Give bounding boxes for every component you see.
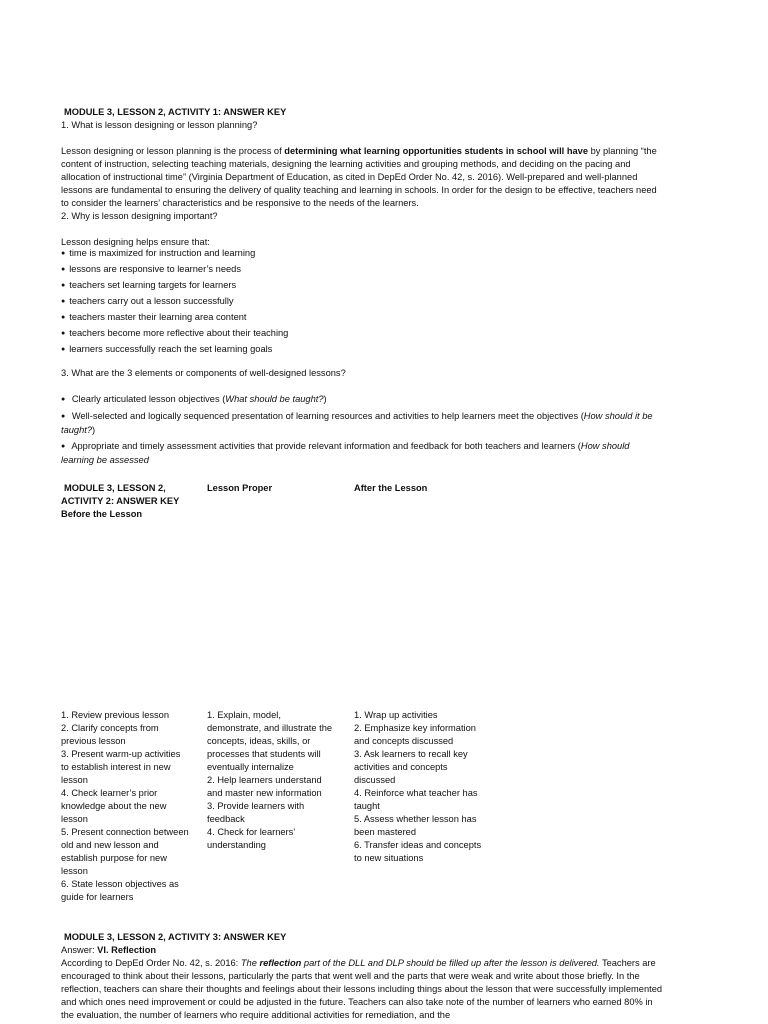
element-1 [61,393,665,407]
activity-3-heading: MODULE 3, LESSON 2, ACTIVITY 3: ANSWER KEY [64,932,287,942]
answer-2-intro: Lesson designing helps ensure that: [61,237,210,247]
question-3: 3. What are the 3 elements or components of well-designed lessons? [61,368,346,378]
column-line: lesson [61,775,88,785]
column-line: 2. Clarify concepts from [61,723,159,733]
answer-1-paragraph [61,145,665,210]
column-line: lesson [61,866,88,876]
element-2-end: ) [92,425,96,435]
col-header-after-lesson: After the Lesson [354,483,428,493]
column-line: 4. Check for learners’ [207,827,296,837]
activity-1-section [61,106,665,467]
column-line: 5. Present connection between [61,827,189,837]
element-2-italic: How should it be taught? [61,411,653,435]
column-line: 5. Assess whether lesson has [354,814,477,824]
bullet-item: ● teachers set learning targets for learners [61,277,665,293]
element-3 [61,440,665,467]
column-line: to new situations [354,853,424,863]
column-line: guide for learners [61,892,134,902]
column-line: knowledge about the new [61,801,167,811]
bullet-item: ● teachers carry out a lesson successfully [61,293,665,309]
column-lesson-proper [207,709,353,852]
bullet-item: ● teachers master their learning area content [61,309,665,325]
element-3-text: Appropriate and timely assessment activities that provide relevant information and feedback for both teachers and learners ( [71,441,581,451]
bullet-item: ● lessons are responsive to learner’s needs [61,261,665,277]
column-line: 2. Emphasize key information [354,723,476,733]
column-line: 1. Wrap up activities [354,710,438,720]
column-line: 4. Reinforce what teacher has [354,788,478,798]
column-line: to establish interest in new [61,762,171,772]
column-line: eventually internalize [207,762,294,772]
column-line: demonstrate, and illustrate the [207,723,333,733]
element-2 [61,410,665,437]
bullet-item: ● learners successfully reach the set learning goals [61,341,665,357]
activity-2-heading-line-1: MODULE 3, LESSON 2, [64,483,166,493]
activity-3-paragraph [61,957,665,1022]
answer-label: Answer: [61,945,98,955]
answer-1-text-start: Lesson designing or lesson planning is the process of [61,146,285,156]
question-1: 1. What is lesson designing or lesson planning? [61,120,258,130]
column-line: taught [354,801,380,811]
element-2-text: Well-selected and logically sequenced presentation of learning resources and activities to help learners meet the objectives ( [71,411,584,421]
column-line: understanding [207,840,266,850]
column-line: establish purpose for new [61,853,167,863]
column-line: 3. Provide learners with [207,801,305,811]
paragraph-body: Teachers are encouraged to think about their lessons, particularly the parts that went well and the parts that were weak and write about those briefly. In the reflection, teachers can share their thoughts and feelings about their lessons including things about the lesson that were successfully implemented and which ones need improvement or could be adjusted in the future. Teachers can also take note of the number of learners who earned 80% in the evaluation, the number of learners who require additional activities for remediation, and the [61,958,663,1020]
column-line: 3. Ask learners to recall key [354,749,468,759]
column-line: 2. Help learners understand [207,775,322,785]
paragraph-italic-2: part of the DLL and DLP should be filled up after the lesson is delivered. [301,958,600,968]
bullet-item: ● time is maximized for instruction and learning [61,245,665,261]
column-line: and concepts discussed [354,736,454,746]
paragraph-intro: According to DepEd Order No. 42, s. 2016: [61,958,241,968]
activity-2-heading-line-2: ACTIVITY 2: ANSWER KEY [61,496,180,506]
column-line: been mastered [354,827,417,837]
activity-1-heading: MODULE 3, LESSON 2, ACTIVITY 1: ANSWER KEY [64,107,287,117]
answer-1-text-end: by planning “the content of instruction, selecting teaching materials, designing the learning activities and grouping methods, and deciding on the pacing and allocation of instructional time” (Virginia Department of Education, as cited in DepEd Order No. 42, s. 2016). Well-prepared and well-planned lessons are fundamental to ensuring the delivery of quality teaching and learning in schools. In order for the design to be effective, teachers need to consider the learners’ characteristics and be responsive to the needs of the learners. [61,146,657,208]
element-1-italic: What should be taught? [225,394,324,404]
column-line: concepts, ideas, skills, or [207,736,311,746]
col-header-lesson-proper: Lesson Proper [207,483,273,493]
column-line: 1. Review previous lesson [61,710,169,720]
column-line: discussed [354,775,396,785]
col-header-before-lesson: Before the Lesson [61,509,143,519]
column-line: lesson [61,814,88,824]
column-line: 6. State lesson objectives as [61,879,179,889]
activity-2-heading [61,482,201,521]
column-line: old and new lesson and [61,840,159,850]
column-line: 1. Explain, model, [207,710,281,720]
answer-value: VI. Reflection [97,945,157,955]
paragraph-italic-bold: reflection [259,958,302,968]
column-line: activities and concepts [354,762,448,772]
element-1-text: Clearly articulated lesson objectives ( [71,394,226,404]
bullet-item: ● teachers become more reflective about their teaching [61,325,665,341]
element-3-italic: How should learning be assessed [61,441,630,465]
column-line: 6. Transfer ideas and concepts [354,840,482,850]
answer-1-bold-text: determining what learning opportunities students in school will have [284,146,589,156]
column-after-lesson [354,709,500,865]
column-line: and master new information [207,788,322,798]
column-before-lesson [61,709,207,904]
activity-3-section [61,931,665,1022]
activity-3-answer [61,944,665,957]
answer-2-bullet-list [61,245,665,357]
element-1-end: ) [323,394,327,404]
column-line: processes that students will [207,749,321,759]
column-line: feedback [207,814,245,824]
column-line: 4. Check learner’s prior [61,788,158,798]
paragraph-italic-1: The [240,958,260,968]
column-line: 3. Present warm-up activities [61,749,181,759]
column-line: previous lesson [61,736,126,746]
question-2: 2. Why is lesson designing important? [61,211,218,221]
